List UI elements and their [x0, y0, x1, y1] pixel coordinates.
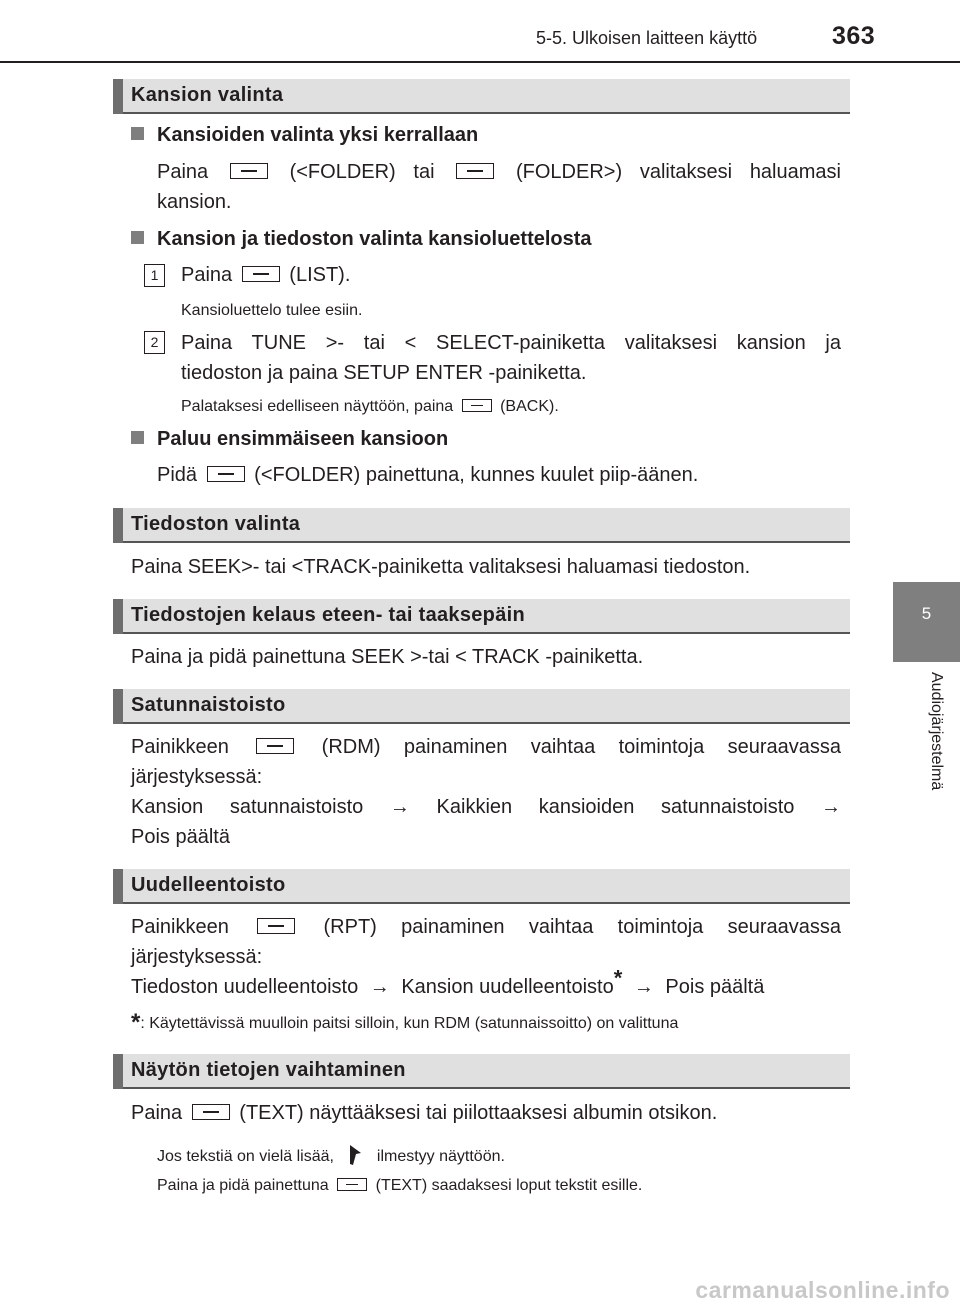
subheading-kansioiden-valinta: Kansioiden valinta yksi kerrallaan — [131, 124, 478, 147]
paragraph-text-button: Paina (TEXT) näyttääksesi tai piilottaaksesi albumin otsikon. — [131, 1102, 718, 1124]
folder-prev-button-icon — [230, 163, 268, 179]
text-button-icon — [337, 1178, 367, 1191]
paragraph-folder-select: Paina (<FOLDER) tai (FOLDER>) valitaksesi haluamasi — [157, 161, 841, 183]
square-bullet-icon — [131, 231, 144, 244]
section-header-kansion-valinta — [113, 79, 850, 114]
footnote: *: Käytettävissä muulloin paitsi silloin, kun RDM (satunnaissoitto) on valittuna — [131, 1009, 679, 1036]
chapter-tab — [893, 582, 960, 662]
paragraph-kelaus: Paina ja pidä painettuna SEEK >-tai < TRACK -painiketta. — [131, 646, 644, 668]
square-bullet-icon — [131, 431, 144, 444]
note-more-text: Jos tekstiä on vielä lisää, ilmestyy näyttöön. — [157, 1144, 505, 1168]
chapter-tab-number: 5 — [921, 604, 932, 623]
note-hold-text: Paina ja pidä painettuna (TEXT) saadaksesi loput tekstit esille. — [157, 1177, 643, 1194]
header-rule — [0, 61, 960, 63]
paragraph-rpt-order: järjestyksessä: — [131, 946, 263, 968]
paragraph-rdm-sequence: Kansion satunnaistoisto → Kaikkien kansioiden satunnaistoisto → — [131, 796, 841, 818]
section-header-uudelleentoisto — [113, 869, 850, 904]
watermark: carmanualsonline.info — [695, 1277, 950, 1303]
page-number: 363 — [832, 22, 876, 50]
subheading-kansioluettelo: Kansion ja tiedoston valinta kansioluettelosta — [131, 228, 592, 251]
paragraph-rpt-sequence: Tiedoston uudelleentoisto → Kansion uudelleentoisto* → Pois päältä — [131, 972, 764, 1002]
section-title: Satunnaistoisto — [131, 694, 286, 716]
section-header-tiedoston-valinta — [113, 508, 850, 543]
section-title: Tiedoston valinta — [131, 513, 301, 535]
rdm-button-icon — [256, 738, 294, 754]
step-2-text-cont: tiedoston ja paina SETUP ENTER -painiketta. — [181, 362, 587, 384]
section-title: Näytön tietojen vaihtaminen — [131, 1059, 406, 1081]
more-text-indicator-icon — [348, 1144, 362, 1166]
subheading-paluu: Paluu ensimmäiseen kansioon — [131, 428, 448, 451]
rpt-button-icon — [257, 918, 295, 934]
list-button-icon — [242, 266, 280, 282]
arrow-right-icon: → — [389, 796, 410, 818]
step-2-note: Palataksesi edelliseen näyttöön, paina (BACK). — [181, 398, 559, 415]
step-1-note: Kansioluettelo tulee esiin. — [181, 302, 363, 319]
paragraph-rdm: Painikkeen (RDM) painaminen vaihtaa toimintoja seuraavassa — [131, 736, 841, 758]
back-button-icon — [462, 399, 492, 412]
square-bullet-icon — [131, 127, 144, 140]
chapter-side-label-text: Audiojärjestelmä — [928, 672, 945, 791]
section-header-satunnaistoisto — [113, 689, 850, 724]
section-header-kelaus — [113, 599, 850, 634]
arrow-right-icon: → — [369, 976, 390, 998]
section-title: Kansion valinta — [131, 84, 284, 106]
step-number: 1 — [144, 264, 165, 287]
arrow-right-icon: → — [821, 796, 841, 818]
paragraph-folder-select-cont: kansion. — [157, 191, 232, 213]
chapter-side-label — [927, 672, 947, 822]
paragraph-rdm-sequence-end: Pois päältä — [131, 826, 230, 848]
step-2-text: Paina TUNE >- tai < SELECT-painiketta valitaksesi kansion ja — [181, 332, 841, 354]
section-title: Uudelleentoisto — [131, 874, 286, 896]
arrow-right-icon: → — [633, 976, 654, 998]
paragraph-rpt: Painikkeen (RPT) painaminen vaihtaa toimintoja seuraavassa — [131, 916, 841, 938]
paragraph-rdm-order: järjestyksessä: — [131, 766, 263, 788]
folder-next-button-icon — [456, 163, 494, 179]
section-header-naytto — [113, 1054, 850, 1089]
text-button-icon — [192, 1104, 230, 1120]
chapter-title: 5-5. Ulkoisen laitteen käyttö — [536, 28, 758, 48]
step-number: 2 — [144, 331, 165, 354]
folder-prev-button-icon — [207, 466, 245, 482]
section-title: Tiedostojen kelaus eteen- tai taaksepäin — [131, 604, 525, 626]
paragraph-paluu: Pidä (<FOLDER) painettuna, kunnes kuulet piip-äänen. — [157, 464, 699, 486]
step-1-text: Paina (LIST). — [181, 264, 351, 286]
paragraph-tiedoston-valinta: Paina SEEK>- tai <TRACK-painiketta valitaksesi haluamasi tiedoston. — [131, 556, 751, 578]
footnote-marker: * — [613, 965, 623, 991]
